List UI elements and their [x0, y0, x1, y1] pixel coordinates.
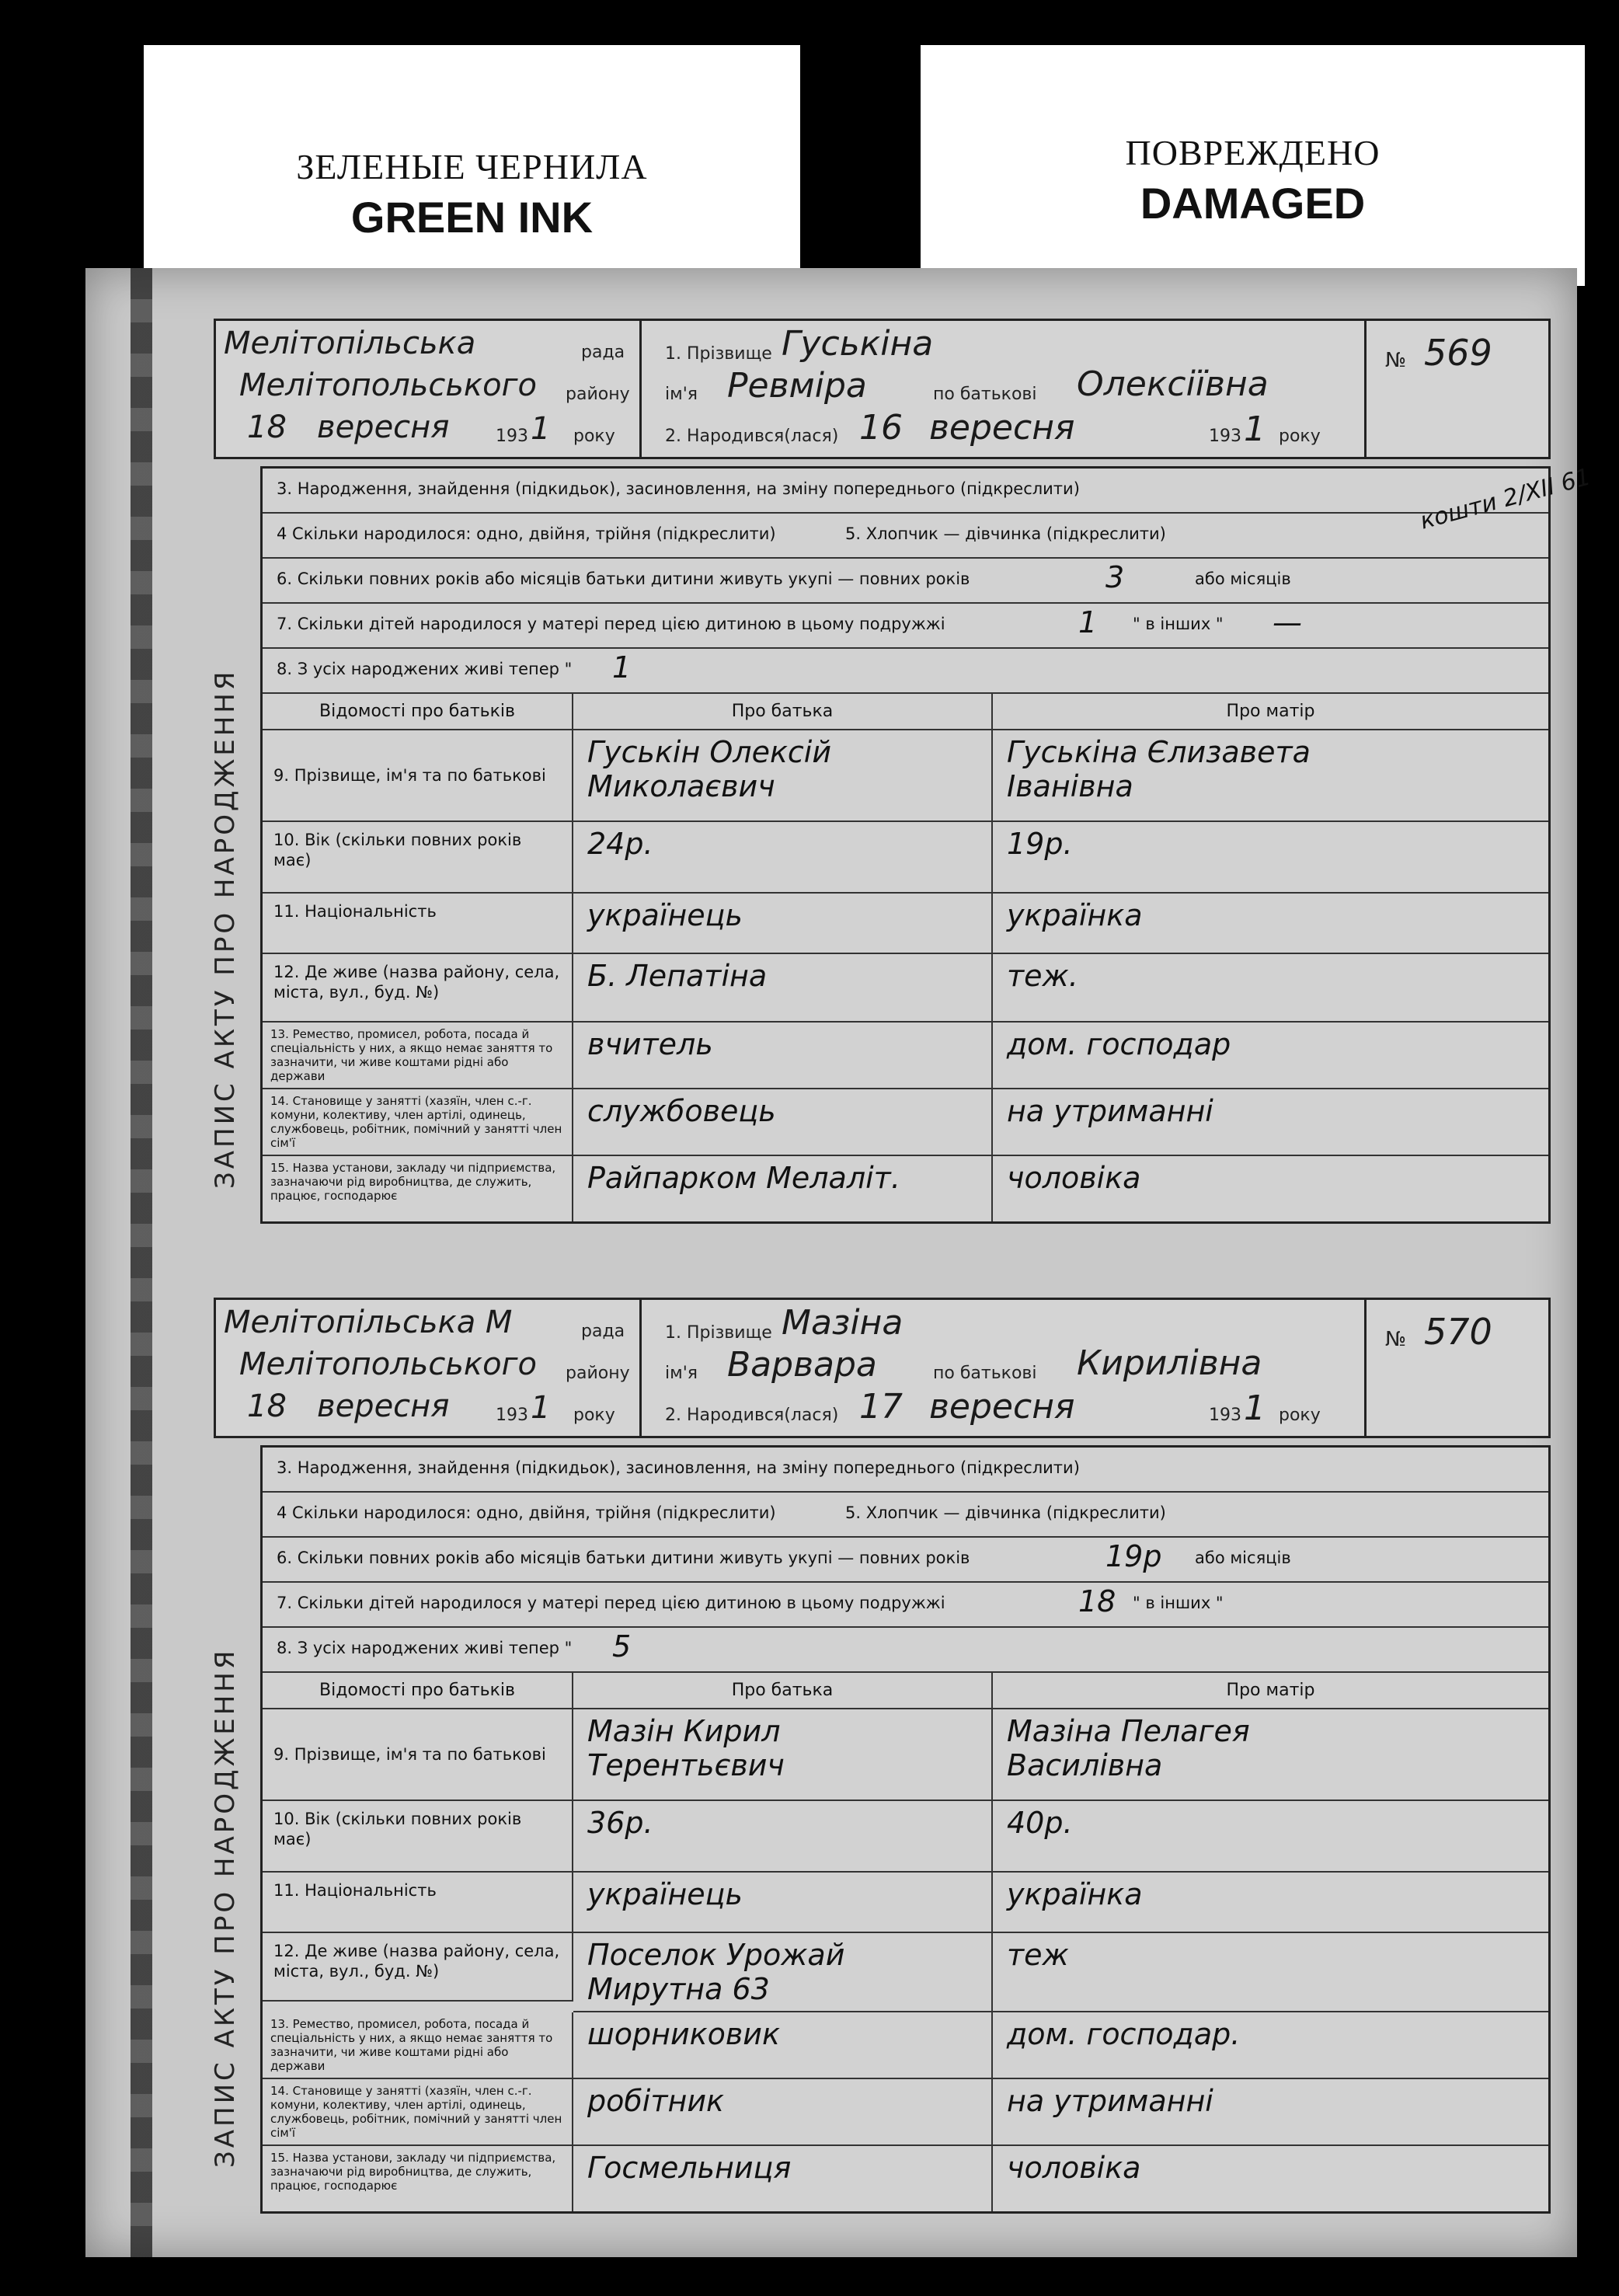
- father-address: Поселок Урожай Мирутна 63: [573, 1933, 993, 2012]
- mother-status: на утриманні: [993, 2079, 1548, 2146]
- reg-month: вересня: [317, 1388, 450, 1424]
- row-6-label: 6. Скільки повних років або місяців батьки дитини живуть укупі — повних років: [277, 570, 970, 588]
- father-age: 36р.: [573, 1801, 993, 1873]
- damaged-ru: ПОВРЕЖДЕНО: [1125, 133, 1381, 172]
- margin-note: кошти 2/XII 61: [1417, 463, 1594, 535]
- row-8: [263, 1628, 1548, 1673]
- row-7-count: 18: [1078, 1584, 1116, 1618]
- mother-header: Про матір: [993, 694, 1548, 730]
- child-surname: Гуськіна: [782, 324, 934, 364]
- born-year: 1: [1244, 409, 1266, 449]
- row-5-label: 5. Хлопчик — дівчинка (підкреслити): [845, 524, 1166, 543]
- patronymic-label: по батькові: [933, 1364, 1037, 1383]
- reg-month: вересня: [317, 409, 450, 445]
- row-8-alive: 5: [612, 1629, 632, 1664]
- registry-office-cell: [216, 1300, 642, 1436]
- f12-label: 12. Де живе (назва району, села, міста, вул., буд. №): [263, 1933, 573, 2002]
- f11-label: 11. Національність: [263, 894, 573, 954]
- born-roku-label: року: [1279, 427, 1321, 446]
- child-name: Ревміра: [727, 366, 867, 406]
- side-title-text: ЗАПИС АКТУ ПРО НАРОДЖЕННЯ: [210, 1647, 241, 2168]
- row-7-count: 1: [1078, 605, 1098, 639]
- father-org: Госмельниця: [573, 2146, 993, 2211]
- born-day: 16: [859, 408, 903, 448]
- surname-label: 1. Прізвище: [665, 344, 772, 364]
- f9-label: 9. Прізвище, ім'я та по батькові: [263, 1709, 573, 1801]
- record-number: 569: [1424, 332, 1492, 374]
- record-body: [260, 1445, 1551, 2214]
- mother-status: на утриманні: [993, 1089, 1548, 1156]
- born-label: 2. Народився(лася): [665, 427, 839, 446]
- birth-record: [210, 319, 1594, 1232]
- record-header: [214, 1298, 1551, 1438]
- roku-label: року: [573, 427, 615, 446]
- row-6: [263, 559, 1548, 604]
- damaged-label-card: [921, 45, 1585, 286]
- binding-edge: [131, 268, 152, 2257]
- record-header: [214, 319, 1551, 459]
- father-age: 24р.: [573, 822, 993, 894]
- child-identity-cell: [642, 1300, 1367, 1436]
- council-name: Мелітопільська: [224, 326, 476, 361]
- document-sheet: [85, 268, 1594, 2257]
- reg-day: 18: [247, 409, 287, 445]
- child-name: Варвара: [727, 1345, 877, 1385]
- f14-label: 14. Становище у занятті (хазяїн, член с.-г. комуни, колективу, член артілі, одинець, службовець, робітник, помічний у занятті член сім'ї: [263, 1089, 573, 1156]
- row-6-years: 19р: [1105, 1539, 1162, 1573]
- f9-label: 9. Прізвище, ім'я та по батькові: [263, 730, 573, 822]
- f15-label: 15. Назва установи, закладу чи підприємства, зазначаючи рід виробництва, де служить, працює, господарює: [263, 1156, 573, 1221]
- f11-label: 11. Національність: [263, 1873, 573, 1933]
- father-status: робітник: [573, 2079, 993, 2146]
- green-ink-en: GREEN INK: [350, 193, 594, 242]
- born-day: 17: [859, 1387, 903, 1427]
- mother-age: 40р.: [993, 1801, 1548, 1873]
- mother-address: теж.: [993, 954, 1548, 1023]
- f15-label: 15. Назва установи, закладу чи підприємства, зазначаючи рід виробництва, де служить, працює, господарює: [263, 2146, 573, 2211]
- parents-table: [263, 694, 1548, 1221]
- record-body: [260, 466, 1551, 1224]
- record-number-cell: [1370, 1300, 1548, 1436]
- mother-age: 19р.: [993, 822, 1548, 894]
- mother-name: Гуськіна Єлизавета Іванівна: [993, 730, 1548, 822]
- rayonu-label: району: [566, 385, 630, 404]
- mother-trade: дом. господар.: [993, 2012, 1548, 2079]
- row-6-years: 3: [1105, 560, 1125, 594]
- f10-label: 10. Вік (скільки повних років має): [263, 1801, 573, 1873]
- mother-nationality: українка: [993, 1873, 1548, 1933]
- reg-year-prefix: 193: [496, 427, 528, 446]
- reg-year: 1: [531, 1390, 551, 1426]
- row-8-alive: 1: [612, 650, 632, 685]
- father-org: Райпарком Мелаліт.: [573, 1156, 993, 1221]
- row-7-other-label: " в інших ": [1133, 615, 1224, 633]
- f10-label: 10. Вік (скільки повних років має): [263, 822, 573, 894]
- row-6-label: 6. Скільки повних років або місяців батьки дитини живуть укупі — повних років: [277, 1549, 970, 1567]
- row-4-5: [263, 514, 1548, 559]
- row-3-label: 3. Народження, знайдення (підкидьок), засиновлення, на зміну попереднього (підкреслити): [277, 1458, 1080, 1477]
- row-5-label: 5. Хлопчик — дівчинка (підкреслити): [845, 1503, 1166, 1522]
- row-7-label: 7. Скільки дітей народилося у матері перед цією дитиною в цьому подружжі: [277, 1594, 945, 1612]
- born-month: вересня: [929, 408, 1075, 448]
- district-name: Мелітопольського: [239, 1347, 538, 1382]
- parents-table: [263, 1673, 1548, 2211]
- row-8-label: 8. З усіх народжених живі тепер ": [277, 1639, 573, 1657]
- row-4-label: 4 Скільки народилося: одно, двійня, трійня (підкреслити): [277, 1503, 776, 1522]
- row-7: [263, 1583, 1548, 1628]
- row-6-months-label: або місяців: [1195, 1549, 1291, 1567]
- f12-label: 12. Де живе (назва району, села, міста, вул., буд. №): [263, 954, 573, 1023]
- row-4-label: 4 Скільки народилося: одно, двійня, трійня (підкреслити): [277, 524, 776, 543]
- rada-label: рада: [581, 1322, 625, 1341]
- mother-address: теж: [993, 1933, 1548, 2012]
- mother-nationality: українка: [993, 894, 1548, 954]
- mother-header: Про матір: [993, 1673, 1548, 1709]
- side-title: [210, 668, 256, 1220]
- row-3: [263, 1448, 1548, 1493]
- number-label: №: [1385, 349, 1407, 372]
- row-8-label: 8. З усіх народжених живі тепер ": [277, 660, 573, 678]
- roku-label: року: [573, 1406, 615, 1425]
- reg-year: 1: [531, 411, 551, 447]
- row-7: [263, 604, 1548, 649]
- reg-year-prefix: 193: [496, 1406, 528, 1425]
- f14-label: 14. Становище у занятті (хазяїн, член с.-г. комуни, колективу, член артілі, одинець, службовець, робітник, помічний у занятті член сім'ї: [263, 2079, 573, 2146]
- number-label: №: [1385, 1328, 1407, 1351]
- reg-day: 18: [247, 1388, 287, 1424]
- row-7-label: 7. Скільки дітей народилося у матері перед цією дитиною в цьому подружжі: [277, 615, 945, 633]
- district-name: Мелітопольського: [239, 368, 538, 403]
- father-trade: вчитель: [573, 1023, 993, 1089]
- damaged-en: DAMAGED: [1140, 179, 1366, 228]
- father-address: Б. Лепатіна: [573, 954, 993, 1023]
- father-header: Про батька: [573, 1673, 993, 1709]
- mother-trade: дом. господар: [993, 1023, 1548, 1089]
- surname-label: 1. Прізвище: [665, 1323, 772, 1343]
- mother-org: чоловіка: [1007, 1161, 1141, 1195]
- side-title-text: ЗАПИС АКТУ ПРО НАРОДЖЕННЯ: [210, 668, 241, 1189]
- born-roku-label: року: [1279, 1406, 1321, 1425]
- child-patronymic: Кирилівна: [1077, 1343, 1262, 1383]
- green-ink-ru: ЗЕЛЕНЫЕ ЧЕРНИЛА: [296, 147, 648, 186]
- record-number: 570: [1424, 1311, 1492, 1353]
- mother-org: чоловіка: [1007, 2151, 1141, 2185]
- father-name: Гуськін Олексій Миколаєвич: [573, 730, 993, 822]
- registry-office-cell: [216, 321, 642, 457]
- row-3: [263, 469, 1548, 514]
- green-ink-label-card: [144, 45, 800, 278]
- born-year-prefix: 193: [1209, 427, 1241, 446]
- father-trade: шорниковик: [573, 2012, 993, 2079]
- mother-name: Мазіна Пелагея Василівна: [993, 1709, 1548, 1801]
- rayonu-label: району: [566, 1364, 630, 1383]
- child-patronymic: Олексіївна: [1077, 364, 1269, 404]
- born-month: вересня: [929, 1387, 1075, 1427]
- born-label: 2. Народився(лася): [665, 1406, 839, 1425]
- father-header: Про батька: [573, 694, 993, 730]
- father-nationality: українець: [573, 894, 993, 954]
- row-3-label: 3. Народження, знайдення (підкидьок), засиновлення, на зміну попереднього (підкреслити): [277, 479, 1080, 498]
- row-6-months-label: або місяців: [1195, 570, 1291, 588]
- name-label: ім'я: [665, 385, 698, 404]
- patronymic-label: по батькові: [933, 385, 1037, 404]
- born-year-prefix: 193: [1209, 1406, 1241, 1425]
- council-name: Мелітопільська М: [224, 1305, 513, 1340]
- parents-header: Відомості про батьків: [263, 1673, 573, 1709]
- record-number-cell: [1370, 321, 1548, 457]
- side-title: [210, 1647, 256, 2199]
- row-8: [263, 649, 1548, 694]
- father-status: службовець: [573, 1089, 993, 1156]
- child-identity-cell: [642, 321, 1367, 457]
- name-label: ім'я: [665, 1364, 698, 1383]
- child-surname: Мазіна: [782, 1303, 904, 1343]
- row-7-other: —: [1273, 605, 1302, 639]
- birth-record: [210, 1298, 1546, 2230]
- f13-label: 13. Ремество, промисел, робота, посада й спеціальність у них, а якщо немає заняття то зазначити, чи живе коштами рідні або держави: [263, 2012, 573, 2079]
- row-4-5: [263, 1493, 1548, 1538]
- born-year: 1: [1244, 1388, 1266, 1428]
- parents-header: Відомості про батьків: [263, 694, 573, 730]
- father-name: Мазін Кирил Терентьєвич: [573, 1709, 993, 1801]
- row-7-other-label: " в інших ": [1133, 1594, 1224, 1612]
- row-6: [263, 1538, 1548, 1583]
- f13-label: 13. Ремество, промисел, робота, посада й спеціальність у них, а якщо немає заняття то зазначити, чи живе коштами рідні або держави: [263, 1023, 573, 1089]
- father-nationality: українець: [573, 1873, 993, 1933]
- rada-label: рада: [581, 343, 625, 362]
